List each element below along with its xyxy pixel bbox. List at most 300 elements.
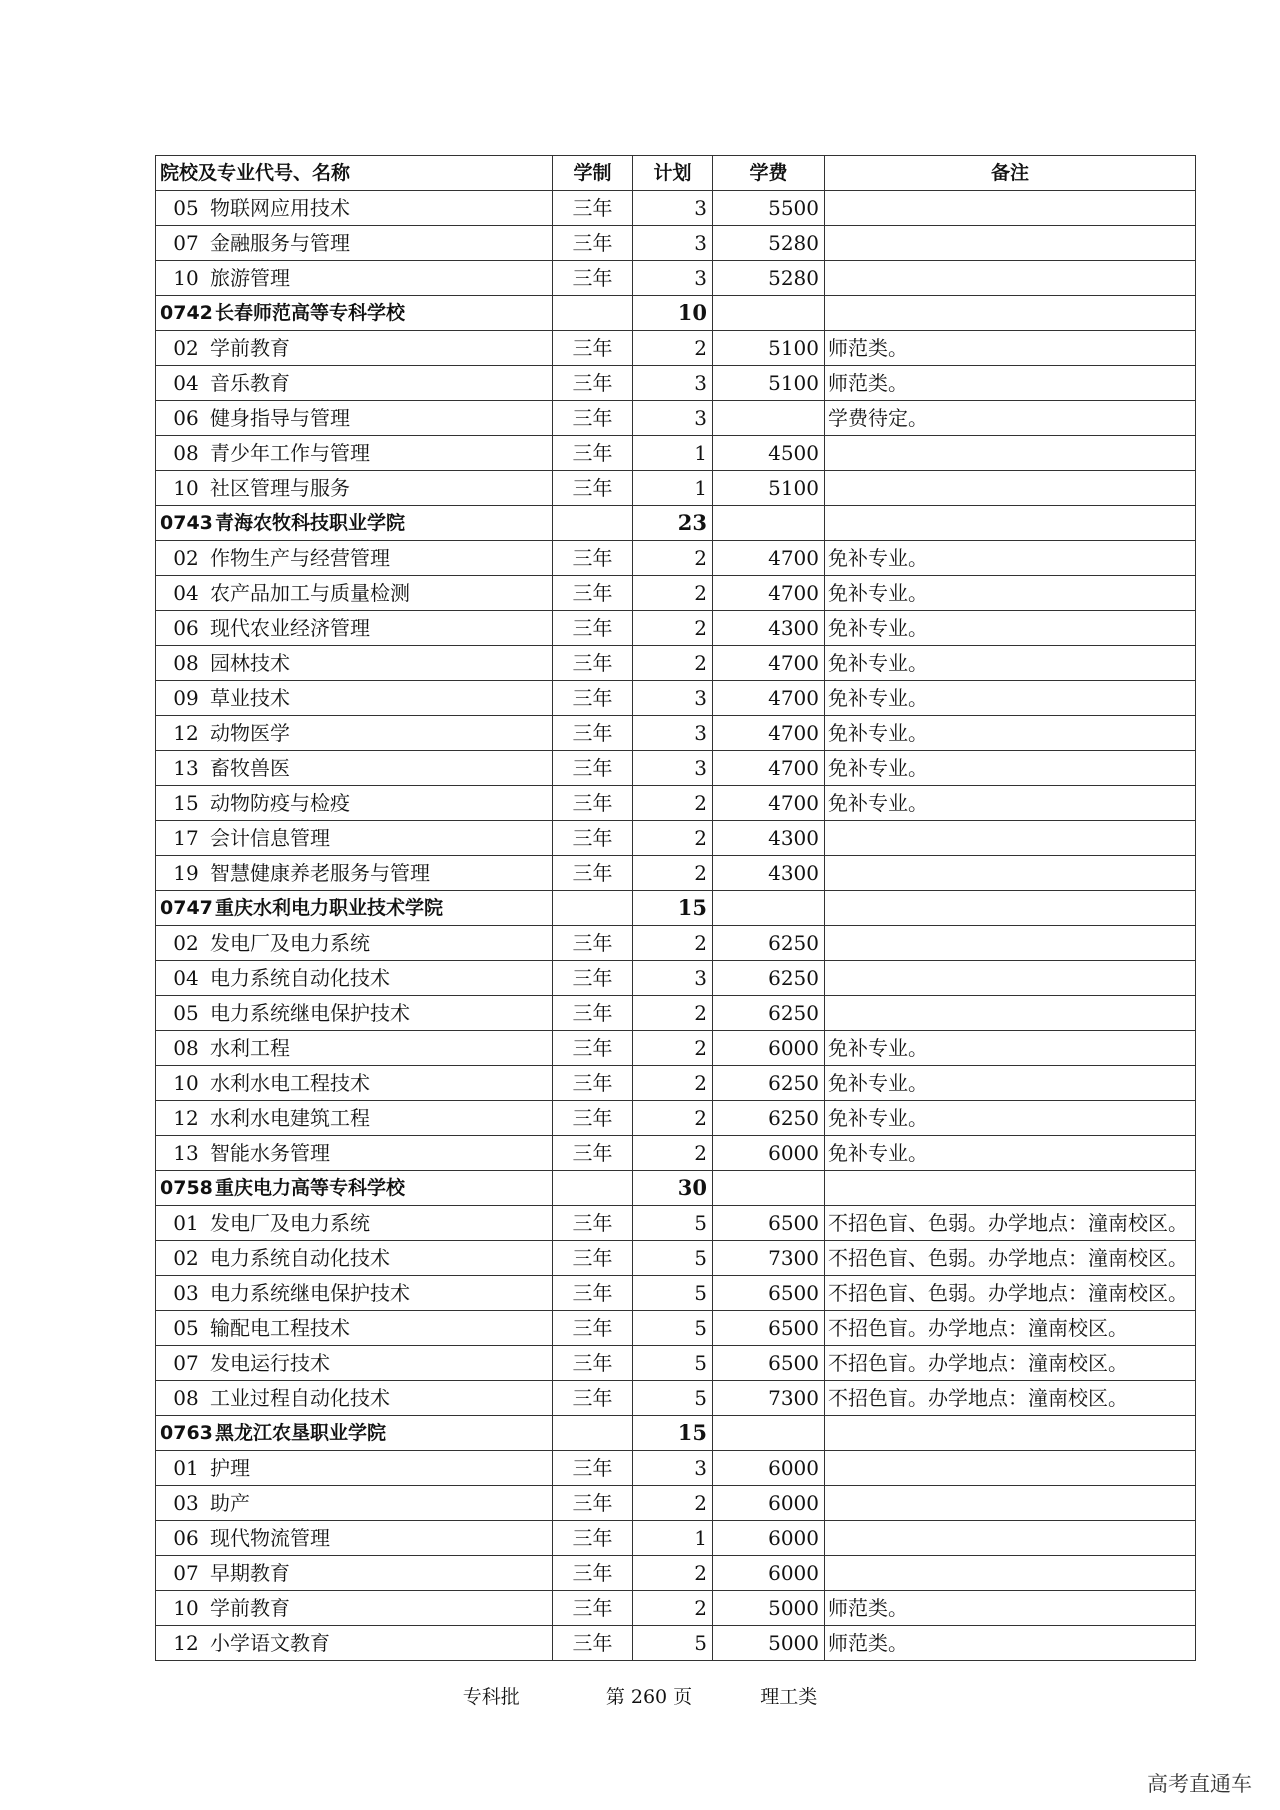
cell-plan: 23 <box>633 506 713 541</box>
cell-fee: 5000 <box>713 1626 825 1661</box>
major-code: 01 <box>173 1211 199 1235</box>
cell-fee: 6000 <box>713 1031 825 1066</box>
major-code: 03 <box>173 1281 199 1305</box>
cell-name <box>156 1486 553 1521</box>
cell-note <box>825 961 1196 996</box>
major-code: 04 <box>173 966 199 990</box>
major-code: 07 <box>173 1561 199 1585</box>
major-code: 03 <box>173 1491 199 1515</box>
cell-plan: 3 <box>633 1451 713 1486</box>
cell-fee: 4500 <box>713 436 825 471</box>
cell-name <box>156 1136 553 1171</box>
major-row <box>156 1311 1196 1346</box>
cell-note <box>825 1171 1196 1206</box>
major-row <box>156 716 1196 751</box>
major-row <box>156 646 1196 681</box>
cell-fee <box>713 891 825 926</box>
cell-plan: 2 <box>633 576 713 611</box>
cell-fee: 6500 <box>713 1206 825 1241</box>
major-row <box>156 471 1196 506</box>
cell-name <box>156 1241 553 1276</box>
major-name: 电力系统继电保护技术 <box>210 1001 410 1025</box>
cell-name <box>156 506 553 541</box>
cell-plan: 30 <box>633 1171 713 1206</box>
cell-note <box>825 1556 1196 1591</box>
cell-fee <box>713 1171 825 1206</box>
cell-plan: 2 <box>633 1136 713 1171</box>
cell-length: 三年 <box>553 576 633 611</box>
cell-length <box>553 296 633 331</box>
cell-plan: 2 <box>633 786 713 821</box>
cell-plan: 1 <box>633 471 713 506</box>
page-footer <box>0 1682 1280 1709</box>
cell-note <box>825 226 1196 261</box>
cell-note: 不招色盲、色弱。办学地点：潼南校区。 <box>825 1276 1196 1311</box>
cell-note: 师范类。 <box>825 366 1196 401</box>
cell-note <box>825 436 1196 471</box>
major-row <box>156 786 1196 821</box>
cell-length: 三年 <box>553 926 633 961</box>
school-code: 0758 <box>160 1177 213 1199</box>
major-name: 水利工程 <box>210 1036 290 1060</box>
table-body <box>156 191 1196 1661</box>
major-code: 12 <box>173 1106 199 1130</box>
cell-note: 免补专业。 <box>825 681 1196 716</box>
cell-length: 三年 <box>553 191 633 226</box>
cell-note: 免补专业。 <box>825 1031 1196 1066</box>
cell-plan: 5 <box>633 1381 713 1416</box>
cell-name <box>156 1031 553 1066</box>
cell-fee: 4700 <box>713 681 825 716</box>
cell-note <box>825 821 1196 856</box>
major-code: 12 <box>173 721 199 745</box>
cell-length: 三年 <box>553 1311 633 1346</box>
cell-fee: 6500 <box>713 1311 825 1346</box>
cell-fee <box>713 506 825 541</box>
cell-plan: 3 <box>633 226 713 261</box>
cell-length <box>553 1416 633 1451</box>
cell-length: 三年 <box>553 471 633 506</box>
cell-fee: 4300 <box>713 611 825 646</box>
cell-plan: 3 <box>633 261 713 296</box>
cell-plan: 5 <box>633 1626 713 1661</box>
cell-length: 三年 <box>553 226 633 261</box>
cell-name <box>156 1416 553 1451</box>
major-name: 智慧健康养老服务与管理 <box>210 861 430 885</box>
major-row <box>156 961 1196 996</box>
major-name: 学前教育 <box>210 336 290 360</box>
cell-note: 免补专业。 <box>825 1101 1196 1136</box>
major-row <box>156 1276 1196 1311</box>
cell-length: 三年 <box>553 1276 633 1311</box>
major-code: 01 <box>173 1456 199 1480</box>
major-code: 04 <box>173 581 199 605</box>
major-code: 12 <box>173 1631 199 1655</box>
cell-note: 免补专业。 <box>825 541 1196 576</box>
cell-length: 三年 <box>553 996 633 1031</box>
major-name: 金融服务与管理 <box>210 231 350 255</box>
school-row <box>156 891 1196 926</box>
footer-category: 理工类 <box>760 1686 818 1708</box>
cell-name <box>156 436 553 471</box>
cell-name <box>156 1311 553 1346</box>
cell-plan: 2 <box>633 1556 713 1591</box>
school-row <box>156 1171 1196 1206</box>
cell-note: 不招色盲。办学地点：潼南校区。 <box>825 1346 1196 1381</box>
cell-plan: 1 <box>633 1521 713 1556</box>
cell-length: 三年 <box>553 856 633 891</box>
major-code: 06 <box>173 406 199 430</box>
cell-fee: 6000 <box>713 1451 825 1486</box>
major-code: 05 <box>173 1316 199 1340</box>
school-name: 黑龙江农垦职业学院 <box>215 1422 387 1444</box>
cell-note <box>825 296 1196 331</box>
cell-plan: 3 <box>633 751 713 786</box>
major-code: 08 <box>173 651 199 675</box>
major-row <box>156 541 1196 576</box>
cell-plan: 3 <box>633 366 713 401</box>
footer-batch: 专科批 <box>462 1686 520 1708</box>
cell-plan: 2 <box>633 611 713 646</box>
cell-name <box>156 331 553 366</box>
cell-note: 不招色盲、色弱。办学地点：潼南校区。 <box>825 1241 1196 1276</box>
cell-note <box>825 191 1196 226</box>
major-name: 发电厂及电力系统 <box>210 1211 370 1235</box>
cell-plan: 2 <box>633 1066 713 1101</box>
cell-fee: 4700 <box>713 576 825 611</box>
cell-note: 师范类。 <box>825 1626 1196 1661</box>
cell-name <box>156 891 553 926</box>
major-name: 输配电工程技术 <box>210 1316 350 1340</box>
cell-fee: 4700 <box>713 541 825 576</box>
major-code: 10 <box>173 266 199 290</box>
cell-name <box>156 1451 553 1486</box>
cell-length: 三年 <box>553 646 633 681</box>
major-row <box>156 681 1196 716</box>
cell-note <box>825 1486 1196 1521</box>
cell-length: 三年 <box>553 401 633 436</box>
cell-name <box>156 1276 553 1311</box>
cell-note <box>825 891 1196 926</box>
cell-fee: 6250 <box>713 996 825 1031</box>
major-code: 02 <box>173 336 199 360</box>
cell-plan: 2 <box>633 646 713 681</box>
footer-page-number: 第 260 页 <box>605 1686 693 1708</box>
cell-note: 免补专业。 <box>825 646 1196 681</box>
major-code: 06 <box>173 616 199 640</box>
major-name: 农产品加工与质量检测 <box>210 581 410 605</box>
major-row <box>156 331 1196 366</box>
cell-fee: 4700 <box>713 786 825 821</box>
major-name: 社区管理与服务 <box>210 476 350 500</box>
major-code: 07 <box>173 231 199 255</box>
major-code: 17 <box>173 826 199 850</box>
major-row <box>156 1136 1196 1171</box>
major-row <box>156 926 1196 961</box>
cell-name <box>156 1626 553 1661</box>
cell-note <box>825 1451 1196 1486</box>
major-row <box>156 1346 1196 1381</box>
major-row <box>156 856 1196 891</box>
cell-fee <box>713 401 825 436</box>
cell-length: 三年 <box>553 681 633 716</box>
cell-note <box>825 1416 1196 1451</box>
cell-note: 学费待定。 <box>825 401 1196 436</box>
cell-plan: 2 <box>633 1031 713 1066</box>
major-name: 水利水电建筑工程 <box>210 1106 370 1130</box>
cell-plan: 2 <box>633 926 713 961</box>
cell-name <box>156 541 553 576</box>
cell-name <box>156 576 553 611</box>
cell-fee: 4700 <box>713 751 825 786</box>
major-row <box>156 751 1196 786</box>
major-row <box>156 1556 1196 1591</box>
school-code: 0747 <box>160 897 213 919</box>
cell-fee: 5100 <box>713 471 825 506</box>
cell-note <box>825 471 1196 506</box>
major-row <box>156 996 1196 1031</box>
cell-length: 三年 <box>553 1556 633 1591</box>
cell-fee: 6000 <box>713 1136 825 1171</box>
cell-name <box>156 926 553 961</box>
cell-note <box>825 1521 1196 1556</box>
cell-length: 三年 <box>553 961 633 996</box>
cell-plan: 3 <box>633 681 713 716</box>
major-row <box>156 366 1196 401</box>
table-header-row <box>156 156 1196 191</box>
cell-length: 三年 <box>553 261 633 296</box>
cell-name <box>156 961 553 996</box>
cell-length: 三年 <box>553 366 633 401</box>
cell-length <box>553 1171 633 1206</box>
cell-name <box>156 1066 553 1101</box>
cell-length: 三年 <box>553 1101 633 1136</box>
cell-name <box>156 471 553 506</box>
cell-plan: 15 <box>633 1416 713 1451</box>
cell-note: 免补专业。 <box>825 611 1196 646</box>
cell-length: 三年 <box>553 331 633 366</box>
cell-note: 免补专业。 <box>825 1136 1196 1171</box>
major-name: 青少年工作与管理 <box>210 441 370 465</box>
cell-plan: 3 <box>633 191 713 226</box>
cell-length: 三年 <box>553 611 633 646</box>
cell-note: 师范类。 <box>825 1591 1196 1626</box>
major-row <box>156 191 1196 226</box>
cell-plan: 5 <box>633 1276 713 1311</box>
school-name: 长春师范高等专科学校 <box>215 302 406 324</box>
major-name: 小学语文教育 <box>210 1631 330 1655</box>
major-row <box>156 821 1196 856</box>
major-row <box>156 1101 1196 1136</box>
cell-note <box>825 506 1196 541</box>
cell-fee: 4700 <box>713 716 825 751</box>
cell-plan: 2 <box>633 856 713 891</box>
cell-name <box>156 401 553 436</box>
cell-fee: 6250 <box>713 1101 825 1136</box>
major-name: 园林技术 <box>210 651 290 675</box>
cell-note <box>825 856 1196 891</box>
major-code: 10 <box>173 476 199 500</box>
cell-name <box>156 1556 553 1591</box>
cell-fee: 6000 <box>713 1521 825 1556</box>
cell-plan: 2 <box>633 996 713 1031</box>
major-name: 健身指导与管理 <box>210 406 350 430</box>
cell-note: 不招色盲、色弱。办学地点：潼南校区。 <box>825 1206 1196 1241</box>
school-code: 0743 <box>160 512 213 534</box>
cell-fee: 5280 <box>713 261 825 296</box>
cell-length: 三年 <box>553 1451 633 1486</box>
cell-length: 三年 <box>553 1626 633 1661</box>
major-code: 13 <box>173 756 199 780</box>
major-row <box>156 1031 1196 1066</box>
cell-plan: 2 <box>633 331 713 366</box>
major-row <box>156 1066 1196 1101</box>
major-row <box>156 1486 1196 1521</box>
cell-fee <box>713 1416 825 1451</box>
cell-name <box>156 751 553 786</box>
major-name: 护理 <box>210 1456 250 1480</box>
cell-plan: 15 <box>633 891 713 926</box>
admission-plan-sheet <box>155 155 1195 1661</box>
cell-length: 三年 <box>553 541 633 576</box>
major-code: 05 <box>173 196 199 220</box>
major-name: 电力系统自动化技术 <box>210 966 390 990</box>
cell-note <box>825 996 1196 1031</box>
major-name: 助产 <box>210 1491 250 1515</box>
cell-length: 三年 <box>553 1031 633 1066</box>
major-name: 草业技术 <box>210 686 290 710</box>
cell-length: 三年 <box>553 1346 633 1381</box>
major-row <box>156 401 1196 436</box>
cell-plan: 3 <box>633 961 713 996</box>
major-code: 06 <box>173 1526 199 1550</box>
major-name: 物联网应用技术 <box>210 196 350 220</box>
major-row <box>156 611 1196 646</box>
cell-name <box>156 261 553 296</box>
cell-length: 三年 <box>553 1066 633 1101</box>
cell-name <box>156 1521 553 1556</box>
cell-name <box>156 1206 553 1241</box>
major-name: 早期教育 <box>210 1561 290 1585</box>
major-code: 19 <box>173 861 199 885</box>
school-name: 青海农牧科技职业学院 <box>215 512 406 534</box>
cell-fee: 7300 <box>713 1381 825 1416</box>
cell-name <box>156 1101 553 1136</box>
cell-name <box>156 996 553 1031</box>
cell-length: 三年 <box>553 751 633 786</box>
major-name: 畜牧兽医 <box>210 756 290 780</box>
major-code: 13 <box>173 1141 199 1165</box>
cell-length <box>553 506 633 541</box>
cell-fee: 4300 <box>713 856 825 891</box>
cell-length: 三年 <box>553 1486 633 1521</box>
header-plan: 计划 <box>633 156 713 191</box>
cell-name <box>156 296 553 331</box>
cell-length: 三年 <box>553 821 633 856</box>
cell-length <box>553 891 633 926</box>
cell-fee: 4700 <box>713 646 825 681</box>
cell-plan: 5 <box>633 1206 713 1241</box>
cell-name <box>156 1346 553 1381</box>
major-code: 10 <box>173 1071 199 1095</box>
major-row <box>156 1626 1196 1661</box>
major-name: 旅游管理 <box>210 266 290 290</box>
cell-fee: 6500 <box>713 1276 825 1311</box>
cell-name <box>156 1591 553 1626</box>
cell-plan: 2 <box>633 1101 713 1136</box>
cell-length: 三年 <box>553 1381 633 1416</box>
cell-note: 免补专业。 <box>825 576 1196 611</box>
cell-length: 三年 <box>553 1521 633 1556</box>
major-name: 发电厂及电力系统 <box>210 931 370 955</box>
cell-plan: 3 <box>633 716 713 751</box>
cell-plan: 2 <box>633 1591 713 1626</box>
cell-fee <box>713 296 825 331</box>
cell-fee: 5280 <box>713 226 825 261</box>
major-code: 08 <box>173 441 199 465</box>
cell-fee: 4300 <box>713 821 825 856</box>
major-code: 02 <box>173 546 199 570</box>
school-name: 重庆水利电力职业技术学院 <box>215 897 444 919</box>
cell-plan: 1 <box>633 436 713 471</box>
major-name: 现代农业经济管理 <box>210 616 370 640</box>
major-name: 会计信息管理 <box>210 826 330 850</box>
cell-fee: 6000 <box>713 1486 825 1521</box>
cell-plan: 10 <box>633 296 713 331</box>
header-fee: 学费 <box>713 156 825 191</box>
major-name: 现代物流管理 <box>210 1526 330 1550</box>
major-row <box>156 226 1196 261</box>
header-note: 备注 <box>825 156 1196 191</box>
cell-fee: 6000 <box>713 1556 825 1591</box>
cell-name <box>156 1171 553 1206</box>
major-name: 学前教育 <box>210 1596 290 1620</box>
major-name: 动物医学 <box>210 721 290 745</box>
cell-name <box>156 611 553 646</box>
school-row <box>156 1416 1196 1451</box>
major-name: 智能水务管理 <box>210 1141 330 1165</box>
cell-fee: 7300 <box>713 1241 825 1276</box>
major-code: 07 <box>173 1351 199 1375</box>
cell-note: 不招色盲。办学地点：潼南校区。 <box>825 1311 1196 1346</box>
cell-plan: 3 <box>633 401 713 436</box>
major-row <box>156 1521 1196 1556</box>
major-code: 05 <box>173 1001 199 1025</box>
cell-fee: 6250 <box>713 926 825 961</box>
major-row <box>156 576 1196 611</box>
school-code: 0742 <box>160 302 213 324</box>
cell-plan: 2 <box>633 541 713 576</box>
cell-note: 师范类。 <box>825 331 1196 366</box>
cell-fee: 6500 <box>713 1346 825 1381</box>
cell-name <box>156 716 553 751</box>
school-code: 0763 <box>160 1422 213 1444</box>
cell-fee: 5500 <box>713 191 825 226</box>
cell-note: 免补专业。 <box>825 1066 1196 1101</box>
major-name: 动物防疫与检疫 <box>210 791 350 815</box>
major-row <box>156 1241 1196 1276</box>
cell-length: 三年 <box>553 436 633 471</box>
major-code: 02 <box>173 931 199 955</box>
header-length: 学制 <box>553 156 633 191</box>
watermark: 高考直通车 <box>1147 1772 1252 1796</box>
major-name: 工业过程自动化技术 <box>210 1386 390 1410</box>
cell-fee: 5000 <box>713 1591 825 1626</box>
admission-plan-table <box>155 155 1196 1661</box>
cell-plan: 5 <box>633 1311 713 1346</box>
cell-note: 不招色盲。办学地点：潼南校区。 <box>825 1381 1196 1416</box>
school-row <box>156 506 1196 541</box>
